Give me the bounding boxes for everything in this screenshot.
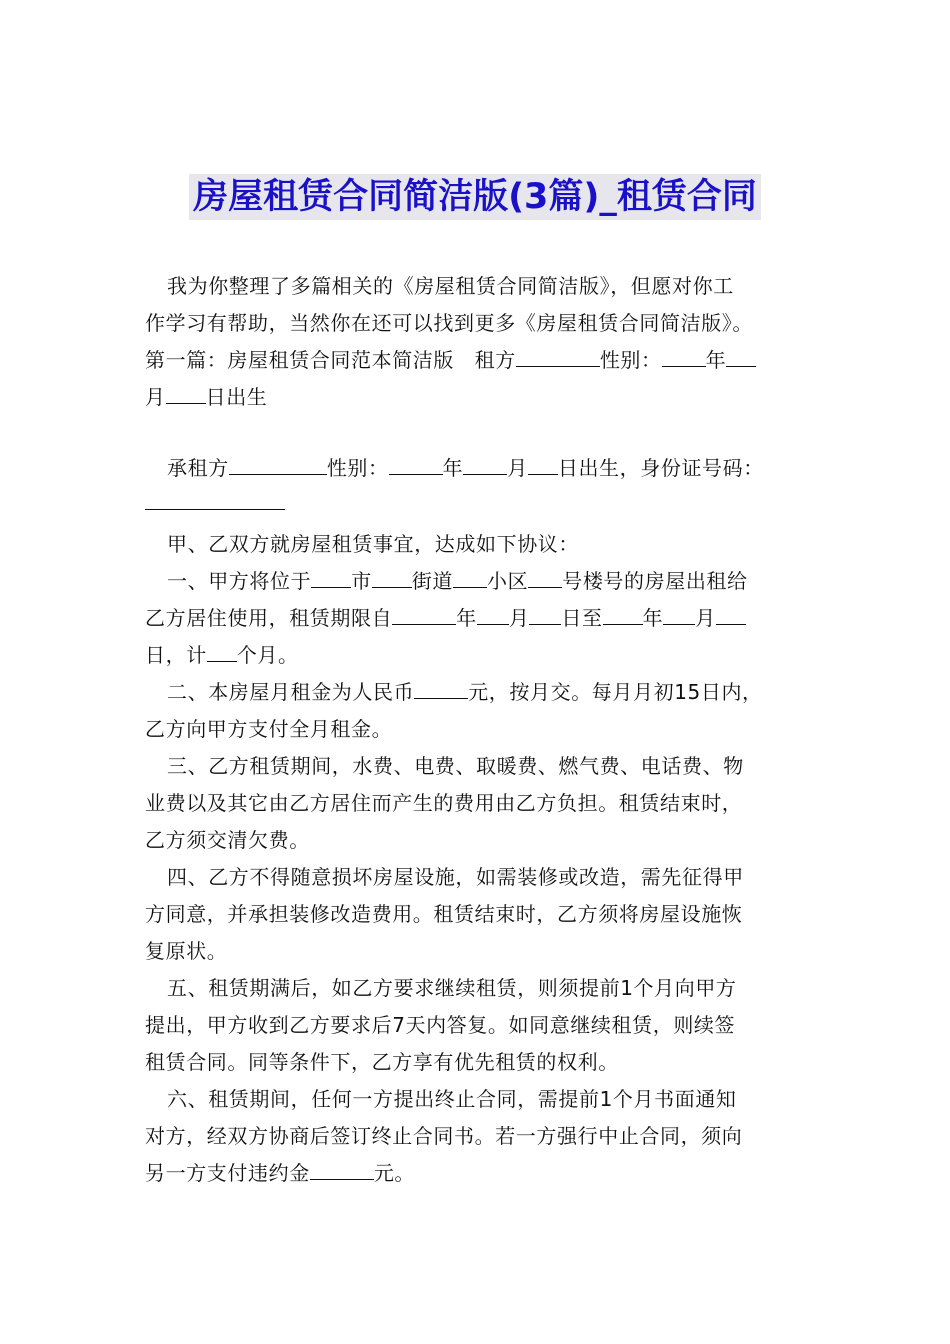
end-month-blank	[663, 606, 695, 625]
birth-month-blank	[726, 348, 756, 367]
building-blank	[528, 569, 562, 588]
rent-blank	[414, 680, 468, 699]
clause-5-line-1: 五、租赁期满后，如乙方要求继续租赁，则须提前1个月向甲方	[167, 976, 737, 1000]
lessee-month-blank	[463, 456, 507, 475]
clause-4-line-3: 复原状。	[145, 939, 228, 963]
clause-5-line-3: 租赁合同。同等条件下，乙方享有优先租赁的权利。	[145, 1050, 619, 1074]
clause-6-line-3: 另一方支付违约金 元。	[145, 1161, 416, 1185]
penalty-blank	[310, 1161, 374, 1180]
intro-section	[145, 268, 810, 416]
clause-2-line-1: 二、本房屋月租金为人民币 元，按月交。每月月初15日内，	[167, 680, 763, 704]
birth-day-blank	[166, 385, 206, 404]
lessee-year-blank	[389, 456, 443, 475]
clause-3-line-2: 业费以及其它由乙方居住而产生的费用由乙方负担。租赁结束时，	[145, 791, 743, 815]
street-blank	[372, 569, 412, 588]
clause-4-line-1: 四、乙方不得随意损坏房屋设施，如需装修或改造，需先征得甲	[167, 865, 744, 889]
clause-1-line-2: 乙方居住使用，租赁期限自 年 月 日至 年 月	[145, 600, 810, 637]
clauses-section	[145, 526, 810, 1192]
lessee-section	[145, 450, 810, 510]
clause-5-line-2: 提出，甲方收到乙方要求后7天内答复。如同意继续租赁，则续签	[145, 1013, 736, 1037]
clause-1-line-3: 日，计 个月。	[145, 643, 299, 667]
city-blank	[311, 569, 351, 588]
intro-line-4: 月 日出生	[145, 385, 268, 409]
intro-line-1: 我为你整理了多篇相关的《房屋租赁合同简洁版》，但愿对你工	[167, 274, 734, 298]
title-container	[0, 174, 950, 220]
lessee-day-blank	[528, 456, 558, 475]
months-blank	[207, 643, 237, 662]
clause-3-line-3: 乙方须交清欠费。	[145, 828, 310, 852]
community-blank	[453, 569, 487, 588]
lessee-line: 承租方 性别： 年 月 日出生，身份证号码：	[167, 456, 764, 480]
document-title: 房屋租赁合同简洁版(3篇)_租赁合同	[189, 174, 761, 220]
start-year-blank	[392, 606, 456, 625]
clause-2-line-2: 乙方向甲方支付全月租金。	[145, 717, 393, 741]
intro-line-2: 作学习有帮助，当然你在还可以找到更多《房屋租赁合同简洁版》。	[145, 311, 753, 335]
clause-6-line-2: 对方，经双方协商后签订终止合同书。若一方强行中止合同，须向	[145, 1124, 743, 1148]
agreement-line: 甲、乙双方就房屋租赁事宜，达成如下协议：	[167, 532, 579, 556]
start-month-blank	[477, 606, 509, 625]
end-year-blank	[603, 606, 643, 625]
clause-6-line-1: 六、租赁期间，任何一方提出终止合同，需提前1个月书面通知	[167, 1087, 737, 1111]
end-day-blank	[716, 606, 746, 625]
clause-3-line-1: 三、乙方租赁期间，水费、电费、取暖费、燃气费、电话费、物	[167, 754, 744, 778]
birth-year-blank	[662, 348, 706, 367]
intro-line-3: 第一篇：房屋租赁合同范本简洁版 租方 性别： 年	[145, 342, 810, 379]
lessor-name-blank	[516, 348, 600, 367]
clause-4-line-2: 方同意，并承担装修改造费用。租赁结束时，乙方须将房屋设施恢	[145, 902, 743, 926]
id-number-blank	[145, 487, 285, 510]
clause-1-line-1: 一、甲方将位于 市 街道 小区 号楼号的房屋出租给	[167, 569, 748, 593]
start-day-blank	[529, 606, 561, 625]
lessee-name-blank	[229, 456, 327, 475]
